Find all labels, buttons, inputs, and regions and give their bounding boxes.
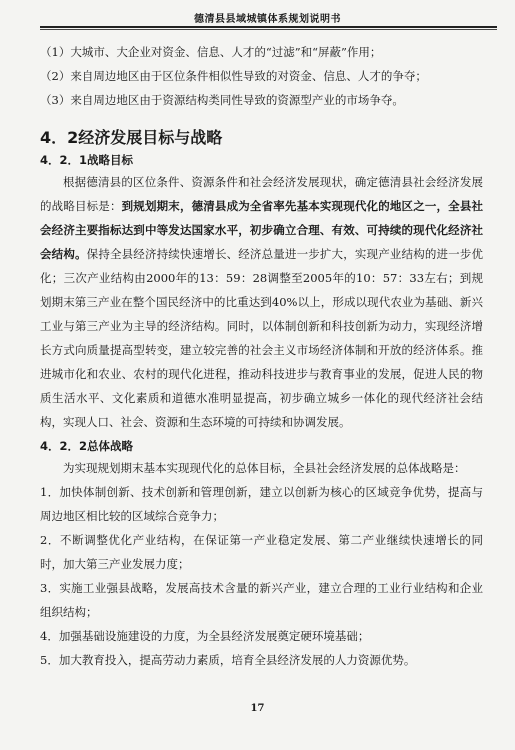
strategy-item-5: 5．加大教育投入，提高劳动力素质，培育全县经济发展的人力资源优势。	[40, 653, 416, 667]
strategy-item-3: 3．实施工业强县战略，发展高技术含量的新兴产业，建立合理的工业行业结构和企业组织结构；	[40, 581, 483, 619]
page-number: 17	[250, 703, 265, 714]
body-content	[40, 40, 483, 672]
strategy-item-1: 1．加快体制创新、技术创新和管理创新，建立以创新为核心的区域竞争优势，提高与周边地区相比较的区域综合竞争力；	[40, 485, 483, 523]
header-rule	[40, 26, 497, 28]
goal-rest-text: 保持全县经济持续快速增长、经济总量进一步扩大，实现产业结构的进一步优化；三次产业结构由2000年的13：59：28调整至2005年的10：57：33左右；到规划期末第三产业在整个国民经济中的比重达到40%以上，形成以现代农业为基础、新兴工业与第三产业为主导的经济结构。同时，以体制创新和科技创新为动力，实现经济增长方式向质量提高型转变，建立较完善的社会主义市场经济体制和开放的经济体系。推进城市化和农业、农村的现代化进程，推动科技进步与教育事业的发展，促进人民的物质生活水平、文化素质和道德水准明显提高，初步确立城乡一体化的现代经济社会结构，实现人口、社会、资源和生态环境的可持续和协调发展。	[40, 247, 484, 429]
intro-list-item-2: （2）来自周边地区由于区位条件相似性导致的对资金、信息、人才的争夺；	[40, 69, 427, 83]
subsection-heading-overall-strategy: 4．2．2总体战略	[40, 439, 134, 453]
subsection-heading-strategic-goal: 4．2．1战略目标	[40, 153, 134, 167]
intro-list-item-1: （1）大城市、大企业对资金、信息、人才的“过滤”和“屏蔽”作用；	[40, 45, 382, 59]
intro-list-item-3: （3）来自周边地区由于资源结构类同性导致的资源型产业的市场争夺。	[40, 93, 404, 107]
goal-bold-text: 到规划期末，德清县成为全省率先基本实现现代化的地区之一，全县社会经济主要指标达到中等发达国家水平，初步确立合理、有效、可持续的现代化经济社会结构。	[40, 199, 484, 261]
strategy-item-2: 2．不断调整优化产业结构，在保证第一产业稳定发展、第二产业继续快速增长的同时，加大第三产业发展力度；	[40, 533, 483, 571]
strategy-item-4: 4．加强基础设施建设的力度，为全县经济发展奠定硬环境基础；	[40, 629, 370, 643]
running-header: 德清县县域城镇体系规划说明书	[194, 14, 341, 25]
strategic-goal-paragraph	[40, 170, 483, 434]
section-heading: 4．2经济发展目标与战略	[40, 128, 223, 147]
goal-lead-text: 根据德清县的区位条件、资源条件和社会经济发展现状，确定德清县社会经济发展的战略目标是：	[40, 175, 483, 213]
overall-strategy-intro: 为实现规划期末基本实现现代化的总体目标，全县社会经济发展的总体战略是：	[63, 461, 466, 475]
header-rule-thin	[40, 29, 497, 30]
